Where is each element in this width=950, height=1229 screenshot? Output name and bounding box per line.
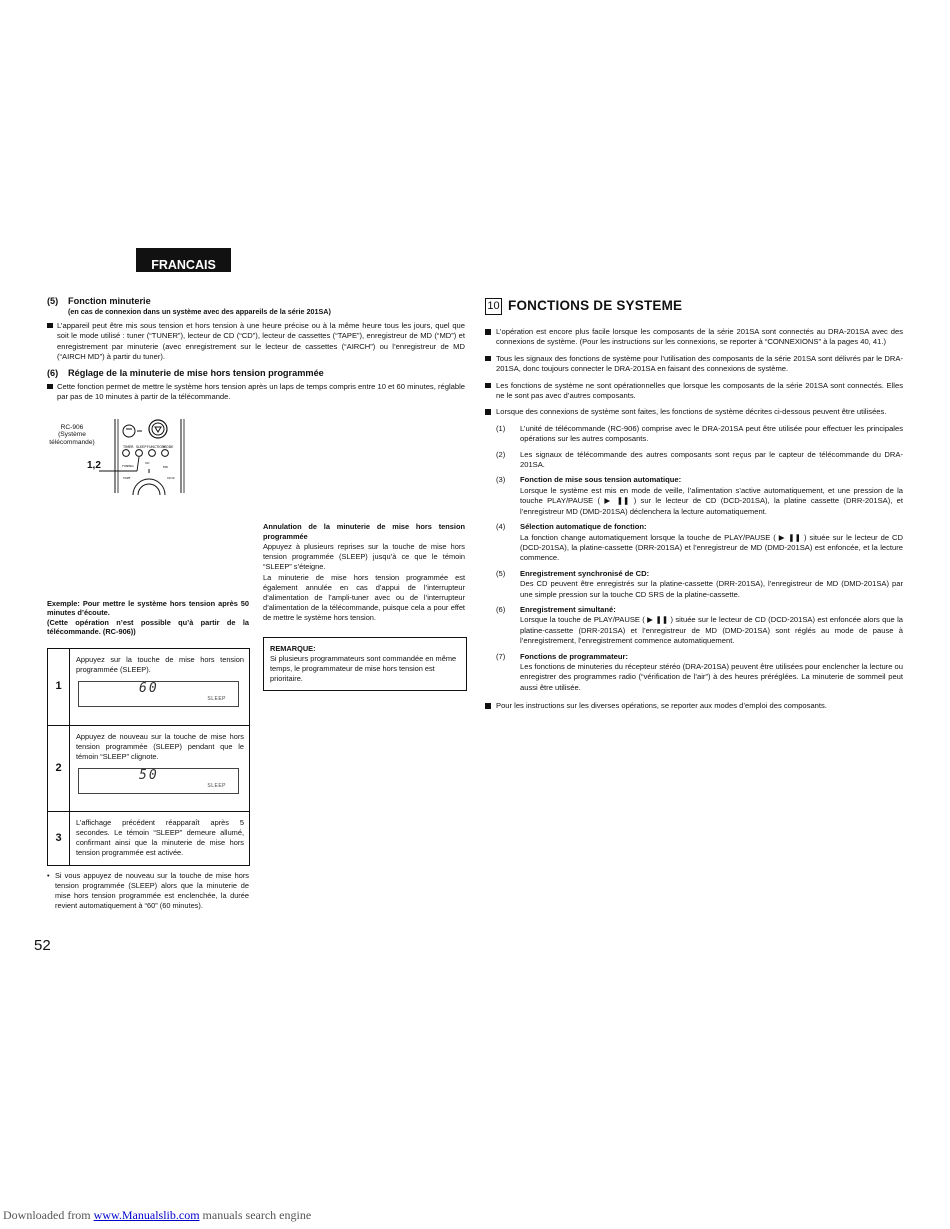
footer-suffix: manuals search engine xyxy=(199,1208,312,1222)
figure-caption: RC-906 (Système télécommande) xyxy=(49,423,95,446)
note-box xyxy=(263,637,467,692)
step-text: Appuyez sur la touche de mise hors tension programmée (SLEEP). xyxy=(76,654,244,674)
example-line-1: Exemple: Pour mettre le système hors tension après 50 minutes d’écoute. xyxy=(47,598,249,618)
page-number: 52 xyxy=(34,937,51,954)
section-5-number: (5) xyxy=(47,296,59,306)
item-number: (1) xyxy=(496,423,506,433)
item-number: (4) xyxy=(496,522,506,532)
btn-label-mode: MODE xyxy=(163,444,174,449)
footnote: • Si vous appuyez de nouveau sur la touche de mise hors tension programmée (SLEEP) alors que la minuterie de mise hors tension programmée est enclenchée, la durée revient automatiquement à “60” (60 minutes). xyxy=(47,871,249,911)
right-column xyxy=(485,298,903,718)
cancel-title: Annulation de la minuterie de mise hors tension programmée xyxy=(263,521,465,541)
btn-label-timer: TIMER xyxy=(123,444,134,449)
label-cd: CD xyxy=(145,460,150,465)
system-item xyxy=(496,522,903,564)
item-title: Sélection automatique de fonction: xyxy=(520,522,647,532)
step-text: Appuyez de nouveau sur la touche de mise hors tension programmée (SLEEP) pendant que le témoin “SLEEP” clignote. xyxy=(76,731,244,761)
cancel-paragraph-2: La minuterie de mise hors tension programmée est également annulée en cas d’appui de l’interrupteur d’alimentation de l’ampli-tuner avec ou de l’interrupteur d’alimentation de la télécommande, puisque cela a pour effet de mettre le système hors tension. xyxy=(263,572,465,623)
example-text xyxy=(47,599,249,637)
lcd-display xyxy=(78,681,239,707)
system-item xyxy=(496,450,903,471)
item-number: (5) xyxy=(496,568,506,578)
system-last-bullet: Pour les instructions sur les diverses opérations, se reporter aux modes d’emploi des composants. xyxy=(485,701,903,711)
sleep-button xyxy=(136,449,143,456)
section-10-number: 10 xyxy=(485,298,502,315)
step-body xyxy=(70,812,249,865)
step-body xyxy=(70,649,249,725)
section-5-subtitle: (en cas de connexion dans un système avec des appareils de la série 201SA) xyxy=(68,307,331,317)
note-text: Si plusieurs programmateurs sont commandée en même temps, le programmateur de mise hors tension est prioritaire. xyxy=(270,653,457,684)
timer-button xyxy=(123,449,130,456)
footer-prefix: Downloaded from xyxy=(3,1208,94,1222)
remote-control-drawing xyxy=(99,417,237,495)
function-button xyxy=(149,449,156,456)
example-line-2: (Cette opération n’est possible qu’à partir de la télécommande. (RC-906)) xyxy=(47,617,249,637)
cancel-block xyxy=(263,522,465,624)
item-text: Lorsque la touche de PLAY/PAUSE ( ▶ ❚❚ ) située sur le lecteur de CD (DCD-201SA) est enfoncée alors que la platine-cassette (DRR-201SA) et l’enregistreur de MD (DMD-201SA) sont réglés au mode de pause à l’enregistrement, l’enregistrement commence automatiquement. xyxy=(520,615,903,646)
item-text: La fonction change automatiquement lorsque la touche de PLAY/PAUSE ( ▶ ❚❚ ) située sur le lecteur de CD (DCD-201SA), la platine-cassette (DRR-201SA) et l’enregistreur de MD (DMD-201SA) est enfoncée, et la lecture commence. xyxy=(520,532,903,563)
step-body xyxy=(70,726,249,811)
left-column xyxy=(47,296,465,910)
system-item xyxy=(496,605,903,647)
section-6-body xyxy=(47,409,465,910)
system-item xyxy=(496,652,903,694)
item-text: Les signaux de télécommande des autres composants sont reçus par le capteur de télécommande du DRA-201SA. xyxy=(520,449,903,470)
language-tab: FRANCAIS xyxy=(136,248,231,272)
section-5-bullet: L’appareil peut être mis sous tension et hors tension à une heure précise ou à la même heure tous les jours, quel que soit le mode utilisé : tuner (“TUNER”), lecteur de CD (“CD”), lecteur de cassettes (“TAPE”), enregistreur de MD (“MD”) et enregistrement par minuterie (avec enregistrement sur le lecteur de cassettes (“AIRCH”) ou l’enregistreur de MD (“AIRCH MD”) à partir du tuner). xyxy=(47,321,465,363)
system-bullet: Tous les signaux des fonctions de système pour l’utilisation des composants de la série 201SA sont délivrés par le DRA-201SA, donc toujours connecter le DRA-201SA en faisant des connexions de système. xyxy=(485,354,903,375)
figure-callout: 1,2 xyxy=(87,459,101,471)
item-text: Lorsque le système est mis en mode de veille, l’alimentation s’active automatiquement, et une pression de la touche PLAY/PAUSE ( ▶ ❚❚ ) sur le lecteur de CD (DCD-201SA), la platine cassette (DRR-201SA), et l’enregistreur MD (DMD-201SA) déclenchera la lecture automatiquement. xyxy=(520,485,903,516)
section-6-number: (6) xyxy=(47,368,59,379)
lcd-sleep-indicator: SLEEP xyxy=(207,782,226,789)
item-title: Fonctions de programmateur: xyxy=(520,651,629,661)
section-5-heading xyxy=(47,296,465,306)
label-tuning: TUNING xyxy=(122,463,134,468)
lcd-value: 60 xyxy=(139,680,159,696)
item-title: Enregistrement simultané: xyxy=(520,604,616,614)
step-row xyxy=(48,726,249,812)
section-10-title: FONCTIONS DE SYSTEME xyxy=(508,298,683,314)
remote-figure xyxy=(47,417,237,495)
item-title: Fonction de mise sous tension automatique: xyxy=(520,475,682,485)
step-number: 2 xyxy=(48,726,70,811)
step-number: 3 xyxy=(48,812,70,865)
section-6-title: Réglage de la minuterie de mise hors tension programmée xyxy=(68,368,324,379)
item-text: Des CD peuvent être enregistrés sur la platine-cassette (DRR-201SA), l’enregistreur de MD (DMD-201SA) par une simple pression sur la touche CD SRS de la platine-cassette. xyxy=(520,579,903,599)
system-item xyxy=(496,475,903,517)
item-title: Enregistrement synchronisé de CD: xyxy=(520,568,650,578)
item-number: (3) xyxy=(496,475,506,485)
step-row xyxy=(48,812,249,865)
manualslib-link[interactable]: www.Manualslib.com xyxy=(93,1208,200,1222)
label-tape: TAPE xyxy=(123,475,131,480)
mode-button xyxy=(162,449,169,456)
steps-table xyxy=(47,648,250,866)
lcd-sleep-indicator: SLEEP xyxy=(207,695,226,702)
system-bullet: L’opération est encore plus facile lorsque les composants de la série 201SA sont connectés au DRA-201SA avec des connexions de système. (Pour les instructions sur les connexions, se reporter à “CONNEXIONS” à la pages 40, 41.) xyxy=(485,327,903,348)
lcd-display xyxy=(78,768,239,794)
note-title: REMARQUE: xyxy=(270,643,316,653)
step-number: 1 xyxy=(48,649,70,725)
system-item xyxy=(496,424,903,445)
section-5-title: Fonction minuterie xyxy=(68,296,151,306)
item-number: (6) xyxy=(496,604,506,614)
section-6-heading xyxy=(47,368,465,378)
system-bullet: Lorsque des connexions de système sont faites, les fonctions de système décrites ci-dessous peuvent être utilisées. xyxy=(485,407,903,417)
section-10-heading xyxy=(485,298,903,315)
label-md: MD xyxy=(163,464,168,469)
label-cdr: CD-R xyxy=(167,475,175,480)
item-number: (2) xyxy=(496,449,506,459)
section-6-bullet: Cette fonction permet de mettre le système hors tension après un laps de temps compris entre 10 et 60 minutes, réglable par pas de 10 minutes à partir de la télécommande. xyxy=(47,382,465,403)
step-text: L’affichage précédent réapparaît après 5 secondes. Le témoin “SLEEP” demeure allumé, confirmant ainsi que la minuterie de mise hors tension programmée est activée. xyxy=(76,817,244,857)
btn-label-sleep: SLEEP xyxy=(136,444,147,449)
item-number: (7) xyxy=(496,651,506,661)
system-bullet: Les fonctions de système ne sont opérationnelles que lorsque les composants de la série 201SA sont connectés. Elles ne le sont pas avec d’autres composants. xyxy=(485,381,903,402)
system-item xyxy=(496,569,903,600)
step-row xyxy=(48,649,249,726)
lcd-value: 50 xyxy=(139,767,159,783)
btn-label-function: FUNCTION xyxy=(147,444,165,449)
item-text: L’unité de télécommande (RC-906) comprise avec le DRA-201SA peut être utilisée pour effectuer les principales opérations sur les autres composants. xyxy=(520,423,903,444)
cancel-paragraph-1: Appuyez à plusieurs reprises sur la touche de mise hors tension programmée (SLEEP) jusqu’à ce que le témoin “SLEEP” s’éteigne. xyxy=(263,542,465,572)
download-footer xyxy=(3,1208,311,1223)
item-text: Les fonctions de minuteries du récepteur stéréo (DRA-201SA) peuvent être utilisées pour enclencher la lecture ou enregistrer des programmes radio (“vérification de l’air”) à des heures préréglées. La minuterie de sommeil peut aussi être utilisée. xyxy=(520,661,903,692)
